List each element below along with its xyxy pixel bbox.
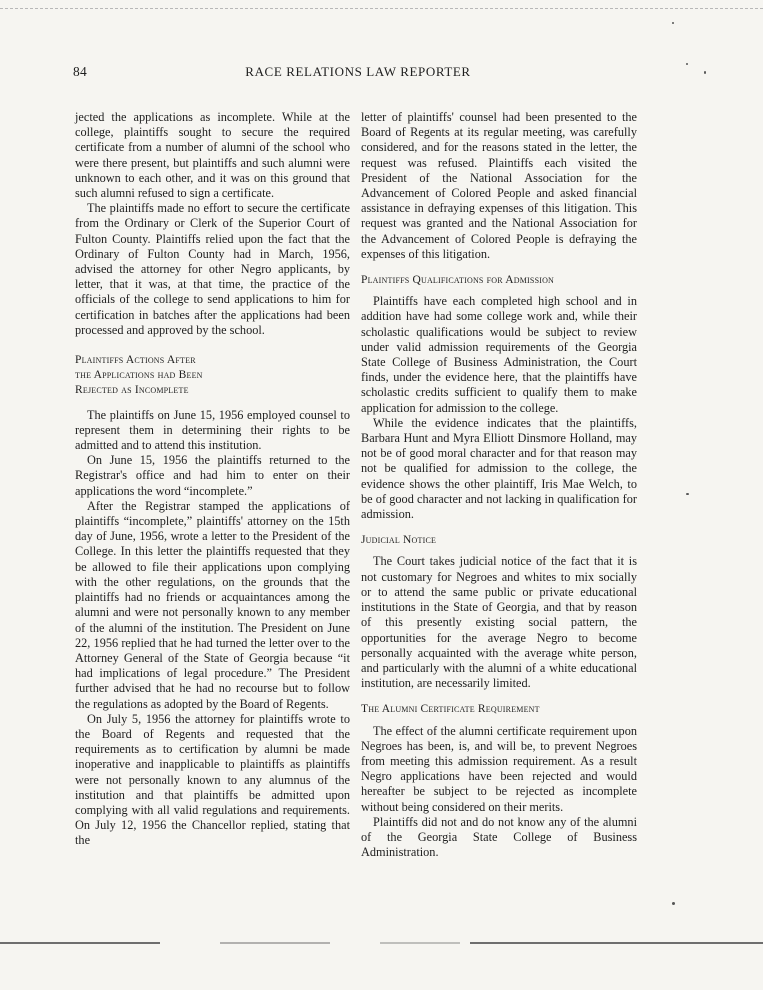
paragraph: While the evidence indicates that the plaintiffs, Barbara Hunt and Myra Elliott Dinsmore Holland, may not be of good moral character and for that reason may not be qualified for admission to the college, the evidence shows the other plaintiff, Iris Mae Welch, to be of good character and not lacking in qualification for admission.: [361, 415, 637, 522]
running-title: RACE RELATIONS LAW REPORTER: [245, 64, 471, 79]
paragraph: letter of plaintiffs' counsel had been presented to the Board of Regents at its regular meeting, was carefully considered, and for the reasons stated in the letter, the request was refused. Plaintiffs each visited the President of the National Association for the Advancement of Colored People and asked financial assistance in defraying expenses of this litigation. This request was granted and the National Association for the Advancement of Colored People is defraying the expenses of this litigation.: [361, 110, 637, 261]
heading-line: the Applications had Been: [75, 369, 203, 382]
heading-line: Rejected as Incomplete: [75, 384, 189, 397]
left-column: [75, 110, 350, 849]
right-column: [361, 110, 637, 860]
paragraph: Plaintiffs have each completed high school and in addition have had some college work and, while their scholastic qualifications would be subject to review under valid admission requirements of the Georgia State College of Business Administration, the Court finds, under the evidence here, that the plaintiffs have scholastic credits sufficient to qualify them to make application for admission to the college.: [361, 294, 637, 415]
paragraph: On July 5, 1956 the attorney for plaintiffs wrote to the Board of Regents and requested that the requirements as to certification by alumni be made inoperative and inapplicable to plaintiffs as plaintiffs were not personally known to any alumnus of the institution and that plaintiffs be admitted upon complying with all valid regulations and requirements. On July 12, 1956 the Chancellor replied, stating that the: [75, 711, 350, 848]
paragraph: The Court takes judicial notice of the fact that it is not customary for Negroes and whites to mix socially or to attend the same public or private educational institutions in the State of Georgia, and that by reason of this presently existing social pattern, the opportunities for the average Negro to become personally acquainted with the average white person, and particularly with the alumni of a white educational institution, are necessarily limited.: [361, 554, 637, 691]
scan-edge-segment: [220, 942, 330, 944]
paragraph: After the Registrar stamped the applications of plaintiffs “incomplete,” plaintiffs' attorney on the 15th day of June, 1956, wrote a letter to the President of the College. In this letter the plaintiffs requested that they be allowed to file their applications upon complying with the other regulations, on the grounds that the plaintiffs had no friends or acquaintances among the alumni and were not personally known to any member of the alumni of the institution. The President on June 22, 1956 replied that he had turned the letter over to the Attorney General of the State of Georgia because “it had implications of legal procedure.” The President further advised that he had no recourse but to follow the regulations as adopted by the Board of Regents.: [75, 498, 350, 711]
paragraph: The plaintiffs made no effort to secure the certificate from the Ordinary or Clerk of the Superior Court of Fulton County. Plaintiffs relied upon the fact that the Ordinary of Fulton County had in March, 1956, advised the attorney for other Negro applicants, by letter, that it was, at that time, the practice of the officials of the college to send applications to him for certification in batches after the applications had been processed and approved by the school.: [75, 201, 350, 337]
section-heading-alumni-certificate: The Alumni Certificate Requirement: [361, 703, 540, 716]
section-heading-plaintiffs-actions: [75, 353, 350, 399]
section-heading-qualifications: Plaintiffs Qualifications for Admission: [361, 274, 555, 287]
paragraph: Plaintiffs did not and do not know any of the alumni of the Georgia State College of Business Administration.: [361, 814, 637, 860]
scan-speck: [686, 493, 689, 495]
scan-speck: [672, 22, 674, 24]
paragraph: On June 15, 1956 the plaintiffs returned to the Registrar's office and had him to enter on their applications the word “incomplete.”: [75, 453, 350, 498]
page-number: 84: [73, 64, 88, 79]
section-heading-judicial-notice: Judicial Notice: [361, 534, 437, 547]
scan-speck: [704, 71, 706, 74]
page-header: [73, 64, 643, 84]
scan-edge-segment: [0, 942, 160, 944]
scan-speck: [672, 902, 675, 905]
scan-edge-bottom: [0, 942, 763, 945]
paragraph: The effect of the alumni certificate requirement upon Negroes has been, is, and will be, to prevent Negroes from meeting this admission requirement. As a result Negro applications have been rejected and would hereafter be subject to be rejected as incomplete without being considered on their merits.: [361, 723, 637, 814]
scan-edge-top: [0, 8, 763, 9]
scan-edge-segment: [380, 942, 460, 944]
heading-line: Plaintiffs Actions After: [75, 354, 196, 367]
paragraph: The plaintiffs on June 15, 1956 employed counsel to represent them in determining their rights to be admitted and to attend this institution.: [75, 407, 350, 453]
scan-edge-segment: [470, 942, 763, 944]
scan-speck: [686, 63, 688, 65]
paragraph: jected the applications as incomplete. While at the college, plaintiffs sought to secure the required certificate from a number of alumni of the school who were there present, but plaintiffs and such alumni were unknown to each other, and it was on this ground that such alumni refused to sign a certificate.: [75, 110, 350, 201]
